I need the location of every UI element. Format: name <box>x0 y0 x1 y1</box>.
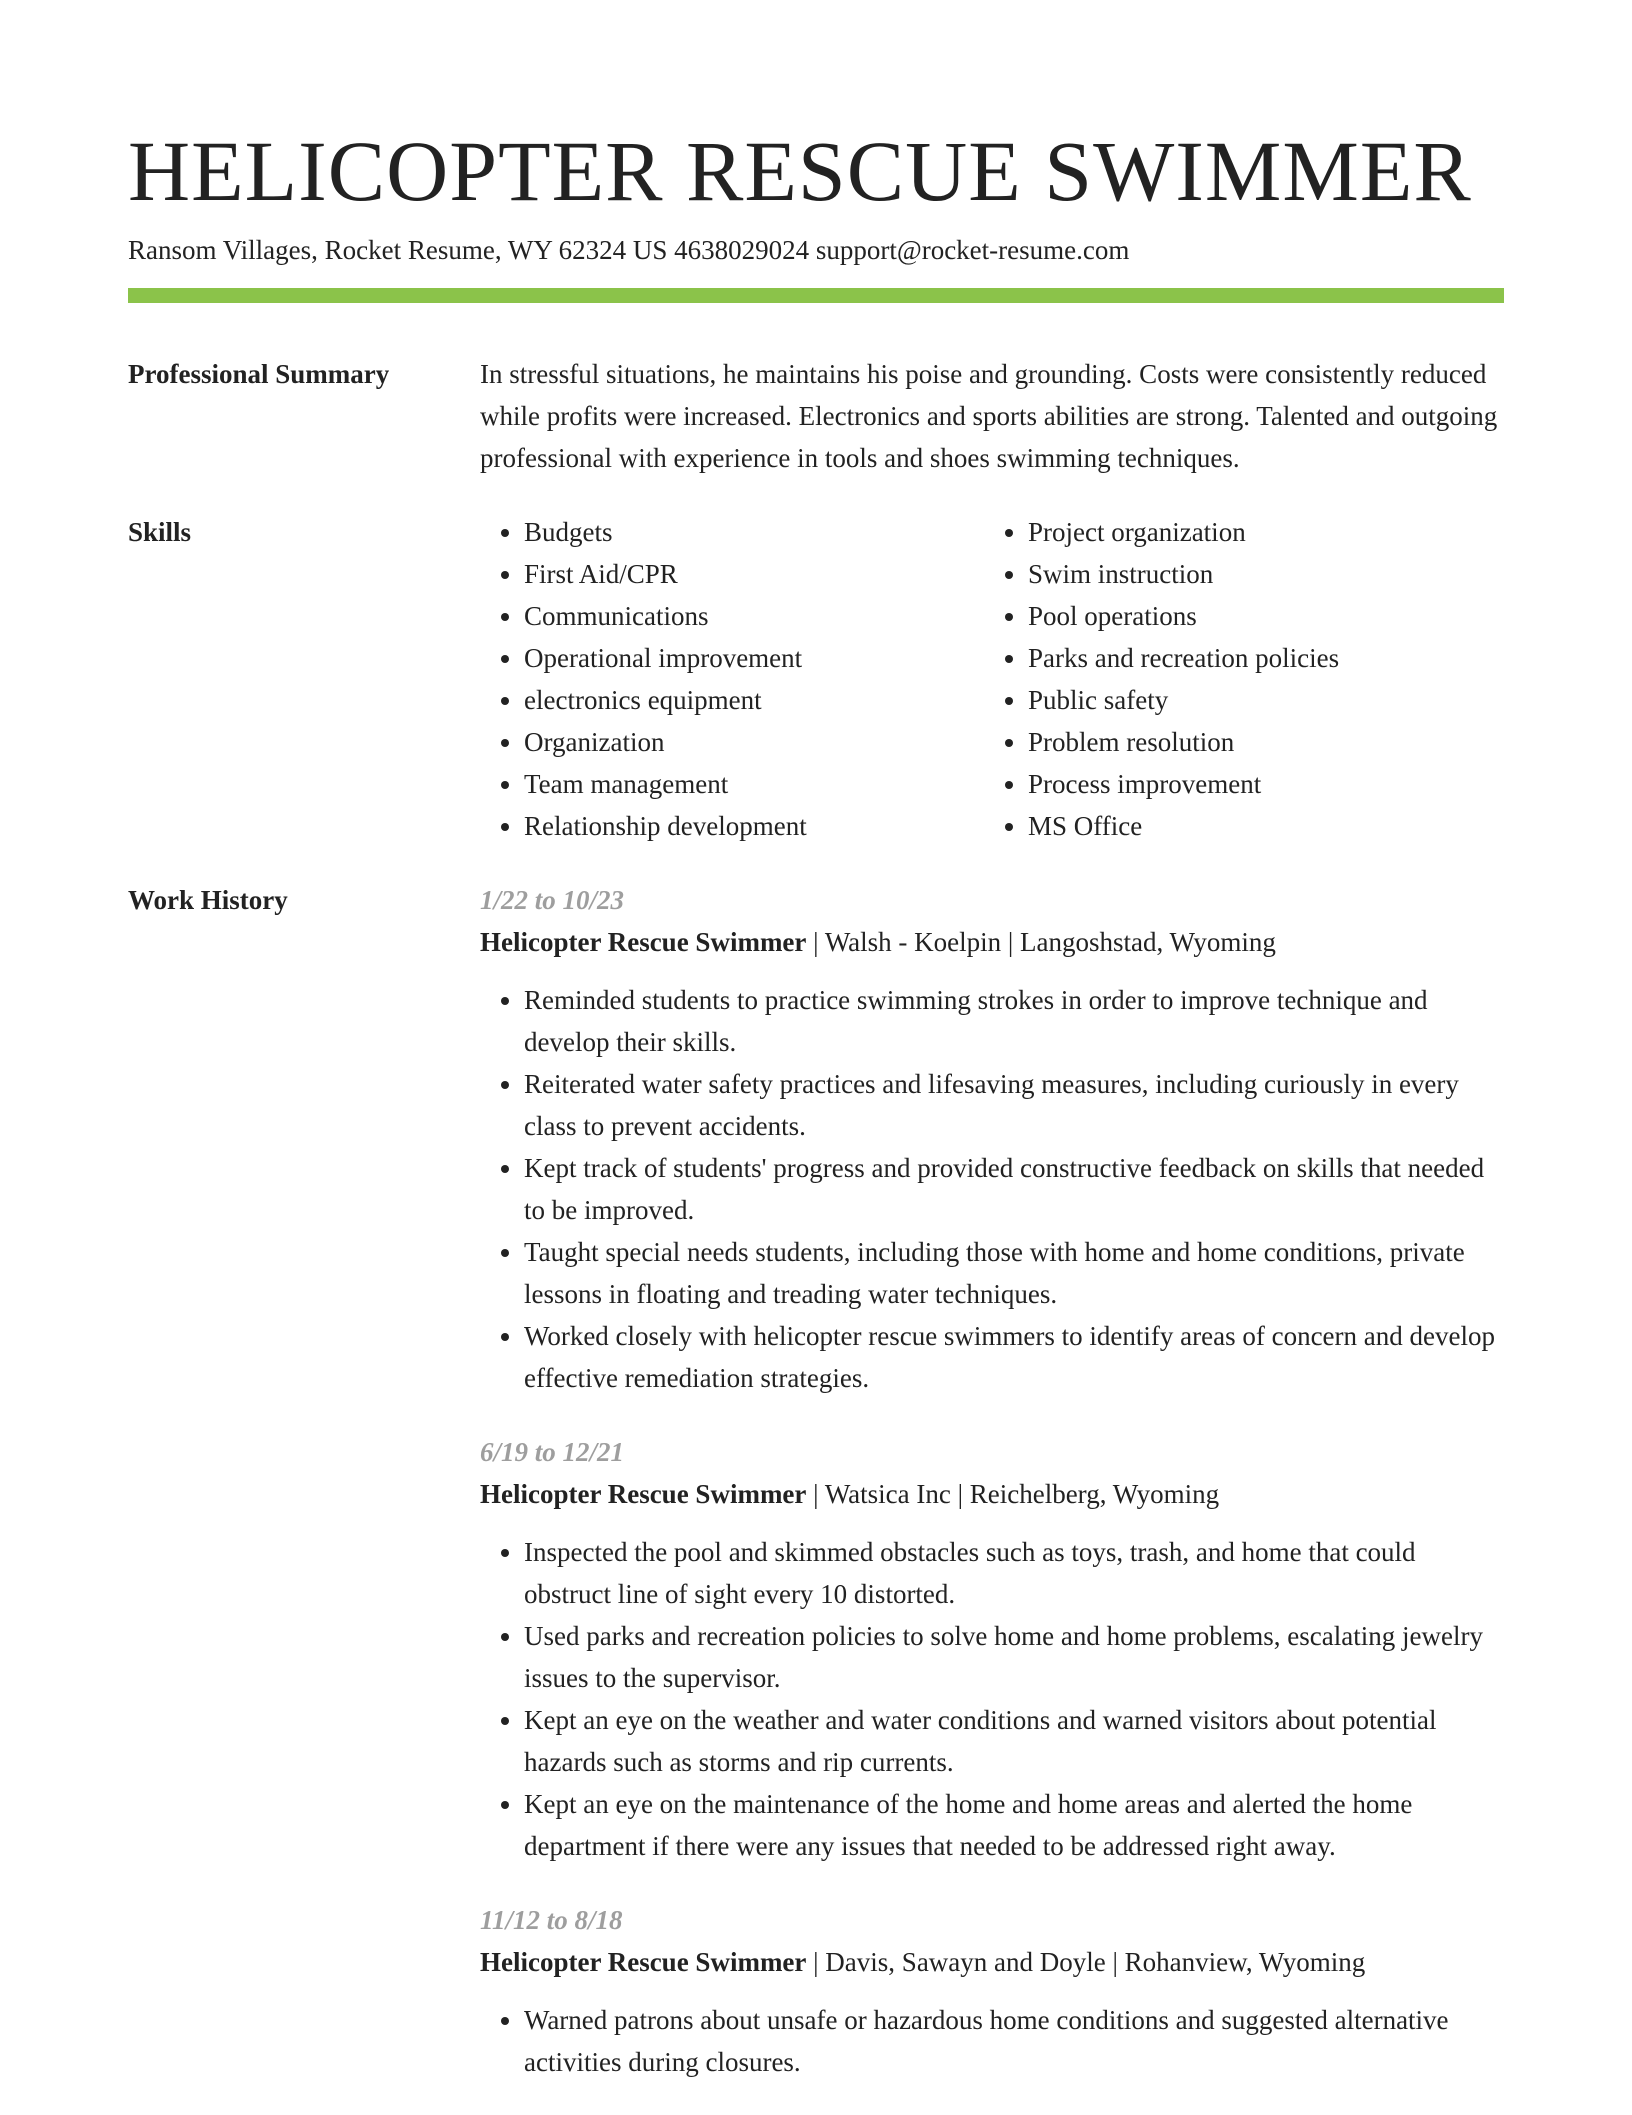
job-bullet: • Taught special needs students, including those with home and home conditions, private lessons in floating and treading water techniques. <box>524 1231 1504 1315</box>
job-role: Helicopter Rescue Swimmer <box>480 1479 807 1509</box>
skill-item: • Operational improvement <box>524 637 984 679</box>
job-entry <box>480 1431 1504 1867</box>
summary-text: In stressful situations, he maintains his poise and grounding. Costs were consistently reduced while profits were increased. Electronics and sports abilities are strong. Talented and outgoing professional with experience in tools and shoes swimming techniques. <box>480 359 1498 473</box>
work-history-section <box>128 879 1504 2083</box>
skill-item: • Swim instruction <box>1028 553 1488 595</box>
skill-item: • Process improvement <box>1028 763 1488 805</box>
job-employer-location: | Walsh - Koelpin | Langoshstad, Wyoming <box>806 927 1276 957</box>
skill-item: • Problem resolution <box>1028 721 1488 763</box>
job-bullet: • Kept an eye on the maintenance of the home and home areas and alerted the home department if there were any issues that needed to be addressed right away. <box>524 1783 1504 1867</box>
job-dates: 11/12 to 8/18 <box>480 1905 623 1935</box>
skills-list-right <box>984 511 1488 847</box>
page-title: HELICOPTER RESCUE SWIMMER <box>128 123 1472 219</box>
job-entry <box>480 1899 1504 2083</box>
skill-item: • Budgets <box>524 511 984 553</box>
contact-line: Ransom Villages, Rocket Resume, WY 62324 US 4638029024 support@rocket-resume.com <box>128 235 1130 265</box>
resume-page <box>128 0 1504 2115</box>
skill-item: • Project organization <box>1028 511 1488 553</box>
accent-divider <box>128 288 1504 303</box>
section-label-work: Work History <box>128 885 288 915</box>
section-label-skills: Skills <box>128 517 192 547</box>
job-bullet: • Reiterated water safety practices and lifesaving measures, including curiously in every class to prevent accidents. <box>524 1063 1504 1147</box>
skill-item: • Pool operations <box>1028 595 1488 637</box>
skill-item: • Relationship development <box>524 805 984 847</box>
skill-item: • Organization <box>524 721 984 763</box>
section-label-summary: Professional Summary <box>128 359 390 389</box>
job-bullet: • Kept an eye on the weather and water conditions and warned visitors about potential hazards such as storms and rip currents. <box>524 1699 1504 1783</box>
skill-item: • Communications <box>524 595 984 637</box>
skill-item: • electronics equipment <box>524 679 984 721</box>
job-bullets <box>480 979 1504 1399</box>
job-bullet: • Reminded students to practice swimming strokes in order to improve technique and develop their skills. <box>524 979 1504 1063</box>
job-employer-location: | Watsica Inc | Reichelberg, Wyoming <box>806 1479 1220 1509</box>
job-bullet: • Worked closely with helicopter rescue swimmers to identify areas of concern and develop effective remediation strategies. <box>524 1315 1504 1399</box>
job-entry <box>480 879 1504 1399</box>
skill-item: • Team management <box>524 763 984 805</box>
job-heading <box>480 921 1504 963</box>
job-bullets <box>480 1999 1504 2083</box>
job-dates: 6/19 to 12/21 <box>480 1437 625 1467</box>
job-bullet: • Inspected the pool and skimmed obstacles such as toys, trash, and home that could obstruct line of sight every 10 distorted. <box>524 1531 1504 1615</box>
skill-item: • Public safety <box>1028 679 1488 721</box>
skills-section <box>128 511 1504 847</box>
job-bullet: • Kept track of students' progress and provided constructive feedback on skills that needed to be improved. <box>524 1147 1504 1231</box>
job-bullet: • Warned patrons about unsafe or hazardous home conditions and suggested alternative activities during closures. <box>524 1999 1504 2083</box>
job-role: Helicopter Rescue Swimmer <box>480 1947 807 1977</box>
job-heading <box>480 1473 1504 1515</box>
skill-item: • MS Office <box>1028 805 1488 847</box>
skill-item: • Parks and recreation policies <box>1028 637 1488 679</box>
job-heading <box>480 1941 1504 1983</box>
skill-item: • First Aid/CPR <box>524 553 984 595</box>
job-employer-location: | Davis, Sawayn and Doyle | Rohanview, Wyoming <box>806 1947 1366 1977</box>
job-bullet: • Used parks and recreation policies to solve home and home problems, escalating jewelry issues to the supervisor. <box>524 1615 1504 1699</box>
summary-section <box>128 353 1504 479</box>
job-role: Helicopter Rescue Swimmer <box>480 927 807 957</box>
skills-list-left <box>480 511 984 847</box>
job-dates: 1/22 to 10/23 <box>480 885 625 915</box>
job-bullets <box>480 1531 1504 1867</box>
skills-columns <box>480 511 1504 847</box>
